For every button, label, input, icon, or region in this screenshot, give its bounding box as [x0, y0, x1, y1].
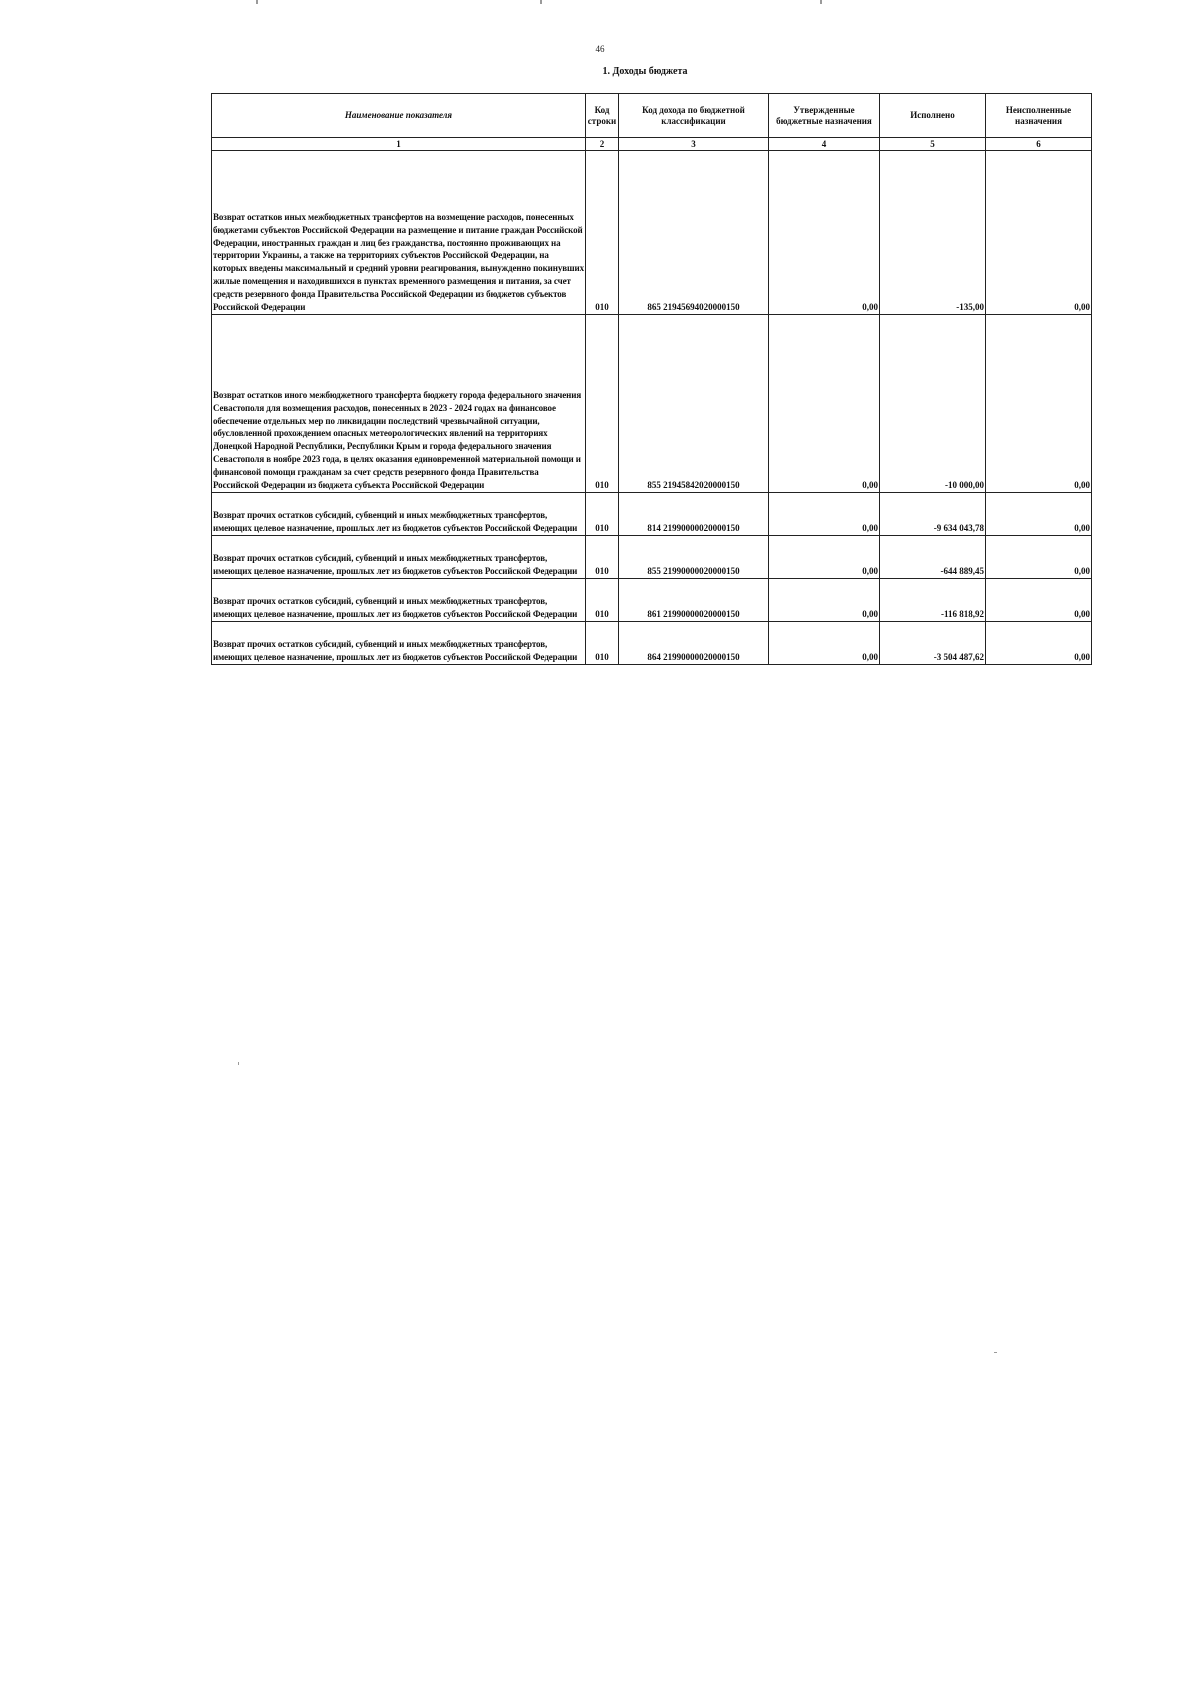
row-approved: 0,00: [769, 151, 880, 315]
column-number-row: [212, 138, 1092, 151]
row-kbk: 814 21990000020000150: [619, 493, 769, 536]
row-name: Возврат прочих остатков субсидий, субвенций и иных межбюджетных трансфертов, имеющих целевое назначение, прошлых лет из бюджетов субъектов Российской Федерации: [212, 622, 586, 665]
row-unexecuted: 0,00: [986, 622, 1092, 665]
table-row: [212, 622, 1092, 665]
scan-mark: [820, 0, 822, 4]
row-executed: -10 000,00: [880, 315, 986, 493]
column-number: 6: [986, 138, 1092, 151]
row-line-code: 010: [586, 622, 619, 665]
row-kbk: 855 21990000020000150: [619, 536, 769, 579]
row-kbk: 855 21945842020000150: [619, 315, 769, 493]
row-executed: -116 818,92: [880, 579, 986, 622]
row-name: Возврат остатков иного межбюджетного трансферта бюджету города федерального значения Севастополя для возмещения расходов, понесенных в 2023 - 2024 годах на финансовое обеспечение отдельных мер по ликвидации последствий чрезвычайной ситуации, обусловленной прохождением опасных метеорологических явлений на территориях Донецкой Народной Республики, Республики Крым и города федерального значения Севастополя в ноябре 2023 года, в целях оказания единовременной материальной помощи и финансовой помощи гражданам за счет средств резервного фонда Правительства Российской Федерации из бюджета субъекта Российской Федерации: [212, 315, 586, 493]
column-number: 4: [769, 138, 880, 151]
row-kbk: 864 21990000020000150: [619, 622, 769, 665]
header-name: Наименование показателя: [212, 94, 586, 138]
table-row: [212, 536, 1092, 579]
header-unexecuted: Неисполненные назначения: [986, 94, 1092, 138]
header-kbk: Код дохода по бюджетной классификации: [619, 94, 769, 138]
row-executed: -3 504 487,62: [880, 622, 986, 665]
scan-mark: [994, 1352, 997, 1353]
row-line-code: 010: [586, 151, 619, 315]
table-row: [212, 579, 1092, 622]
row-line-code: 010: [586, 579, 619, 622]
row-line-code: 010: [586, 536, 619, 579]
column-number: 3: [619, 138, 769, 151]
row-unexecuted: 0,00: [986, 151, 1092, 315]
row-kbk: 865 21945694020000150: [619, 151, 769, 315]
table-row: [212, 493, 1092, 536]
row-unexecuted: 0,00: [986, 493, 1092, 536]
row-approved: 0,00: [769, 493, 880, 536]
row-approved: 0,00: [769, 579, 880, 622]
row-approved: 0,00: [769, 315, 880, 493]
column-number: 1: [212, 138, 586, 151]
row-approved: 0,00: [769, 536, 880, 579]
income-table: [211, 93, 1092, 665]
row-unexecuted: 0,00: [986, 315, 1092, 493]
header-executed: Исполнено: [880, 94, 986, 138]
header-line-code: Код строки: [586, 94, 619, 138]
scan-mark: [256, 0, 258, 4]
scan-mark: [540, 0, 542, 4]
row-unexecuted: 0,00: [986, 579, 1092, 622]
page-number: 46: [595, 44, 605, 54]
row-name: Возврат прочих остатков субсидий, субвенций и иных межбюджетных трансфертов, имеющих целевое назначение, прошлых лет из бюджетов субъектов Российской Федерации: [212, 579, 586, 622]
row-kbk: 861 21990000020000150: [619, 579, 769, 622]
row-executed: -135,00: [880, 151, 986, 315]
row-name: Возврат остатков иных межбюджетных трансфертов на возмещение расходов, понесенных бюджетами субъектов Российской Федерации на размещение и питание граждан Российской Федерации, иностранных граждан и лиц без гражданства, постоянно проживающих на территории Украины, а также на территориях субъектов Российской Федерации, на которых введены максимальный и средний уровни реагирования, вынужденно покинувших жилые помещения и находившихся в пунктах временного размещения и питания, за счет средств резервного фонда Правительства Российской Федерации из бюджетов субъектов Российской Федерации: [212, 151, 586, 315]
table-row: [212, 315, 1092, 493]
row-line-code: 010: [586, 315, 619, 493]
row-approved: 0,00: [769, 622, 880, 665]
column-number: 5: [880, 138, 986, 151]
row-unexecuted: 0,00: [986, 536, 1092, 579]
row-executed: -9 634 043,78: [880, 493, 986, 536]
header-approved: Утвержденные бюджетные назначения: [769, 94, 880, 138]
row-name: Возврат прочих остатков субсидий, субвенций и иных межбюджетных трансфертов, имеющих целевое назначение, прошлых лет из бюджетов субъектов Российской Федерации: [212, 493, 586, 536]
row-line-code: 010: [586, 493, 619, 536]
row-name: Возврат прочих остатков субсидий, субвенций и иных межбюджетных трансфертов, имеющих целевое назначение, прошлых лет из бюджетов субъектов Российской Федерации: [212, 536, 586, 579]
section-title: 1. Доходы бюджета: [602, 66, 688, 77]
row-executed: -644 889,45: [880, 536, 986, 579]
scan-mark: [238, 1062, 239, 1065]
table-row: [212, 151, 1092, 315]
column-number: 2: [586, 138, 619, 151]
